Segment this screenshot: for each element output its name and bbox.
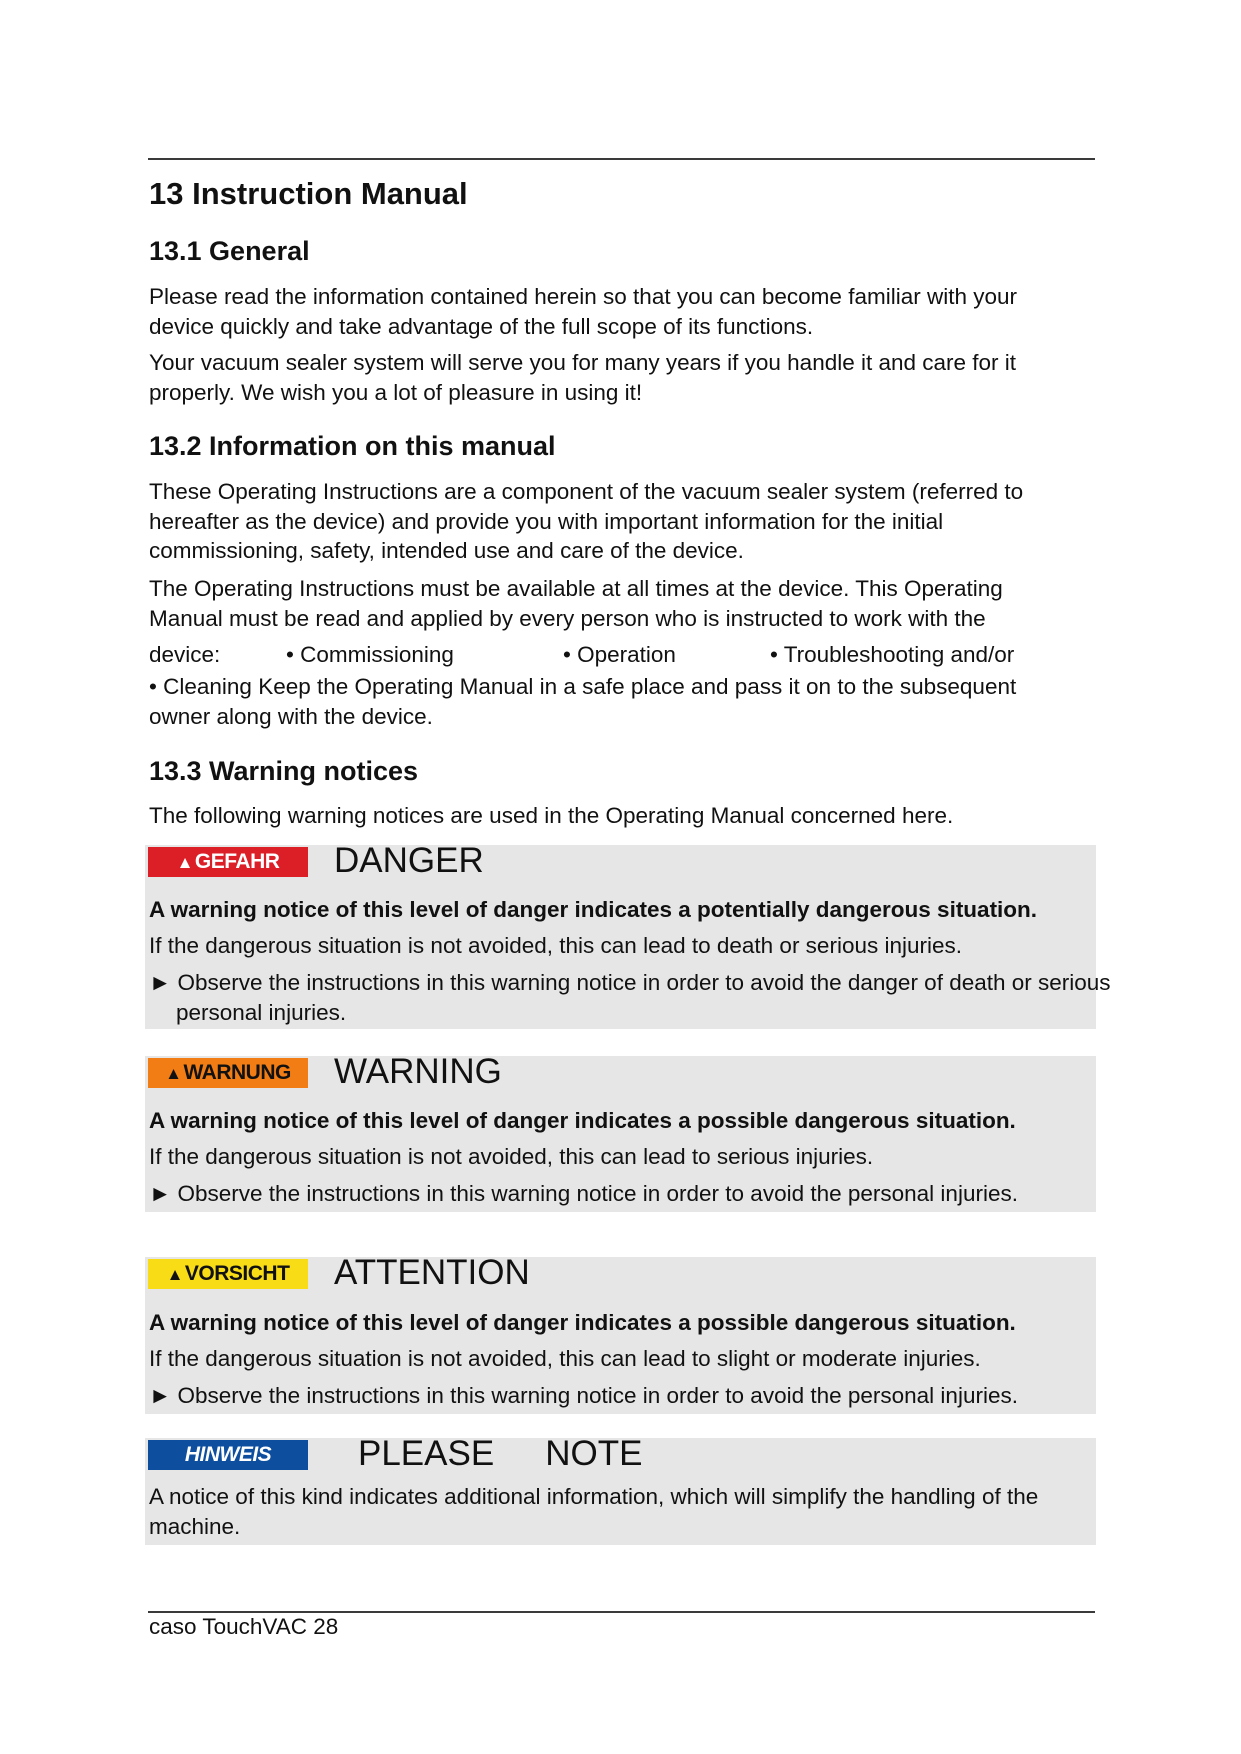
hinweis-badge [148,1440,308,1470]
general-paragraph-1: Please read the information contained herein so that you can become familiar with your device quickly and take advantage of the full scope of its functions. [149,284,1017,339]
note-notice [145,1434,1096,1545]
bullet-troubleshooting: • Troubleshooting and/or [770,642,1015,667]
signal-word-please: PLEASE [358,1434,495,1473]
section-heading-info: 13.2 Information on this manual [149,431,556,461]
badge-label: VORSICHT [184,1262,290,1285]
page-footer: caso TouchVAC 28 [149,1614,339,1639]
signal-word-note: NOTE [545,1434,643,1473]
badge-label: WARNUNG [183,1061,291,1084]
badge-label: GEFAHR [194,850,280,873]
chapter-title: 13 Instruction Manual [149,176,468,211]
signal-word: DANGER [334,841,484,880]
info-paragraph-3: • Cleaning Keep the Operating Manual in a safe place and pass it on to the subsequent owner along with the device. [149,674,1017,729]
warnings-intro: The following warning notices are used in the Operating Manual concerned here. [149,803,954,828]
header-rule [148,158,1095,160]
danger-notice [145,841,1111,1029]
device-label: device: [149,642,221,667]
signal-word [358,1434,642,1474]
notice-text: A notice of this kind indicates additional information, which will simplify the handling of the machine. [149,1484,1039,1539]
bullet-commissioning: • Commissioning [286,642,454,667]
section-heading-general: 13.1 General [149,236,310,266]
signal-word: WARNING [334,1052,502,1091]
notice-consequence: If the dangerous situation is not avoided, this can lead to slight or moderate injuries. [149,1346,981,1371]
general-paragraph-2: Your vacuum sealer system will serve you for many years if you handle it and care for it properly. We wish you a lot of pleasure in using it! [149,350,1017,405]
vorsicht-badge [148,1259,308,1289]
warning-triangle-icon: ▲ [176,853,193,872]
bullet-operation: • Operation [563,642,676,667]
warning-notice [145,1052,1096,1212]
notice-consequence: If the dangerous situation is not avoided, this can lead to death or serious injuries. [149,933,962,958]
warning-triangle-icon: ▲ [165,1064,182,1083]
notice-bold-statement: A warning notice of this level of danger indicates a possible dangerous situation. [149,1108,1016,1133]
notice-instruction: ► Observe the instructions in this warning notice in order to avoid the personal injuries. [149,1383,1018,1408]
gefahr-badge [148,847,308,877]
warnung-badge [148,1058,308,1088]
notice-instruction: ► Observe the instructions in this warning notice in order to avoid the danger of death or serious personal injuries. [149,970,1111,1025]
attention-notice [145,1253,1096,1414]
notice-bold-statement: A warning notice of this level of danger indicates a potentially dangerous situation. [149,897,1038,922]
signal-word: ATTENTION [334,1253,530,1292]
notice-bold-statement: A warning notice of this level of danger indicates a possible dangerous situation. [149,1310,1016,1335]
info-paragraph-1: These Operating Instructions are a component of the vacuum sealer system (referred to hereafter as the device) and provide you with important information for the initial commissioning, safety, intended use and care of the device. [149,479,1024,563]
badge-label: HINWEIS [184,1443,272,1466]
section-heading-warnings: 13.3 Warning notices [149,756,419,786]
warning-triangle-icon: ▲ [166,1265,183,1284]
info-paragraph-2: The Operating Instructions must be available at all times at the device. This Operating Manual must be read and applied by every person who is instructed to work with the [149,576,1003,631]
notice-instruction: ► Observe the instructions in this warning notice in order to avoid the personal injuries. [149,1181,1018,1206]
notice-consequence: If the dangerous situation is not avoided, this can lead to serious injuries. [149,1144,874,1169]
